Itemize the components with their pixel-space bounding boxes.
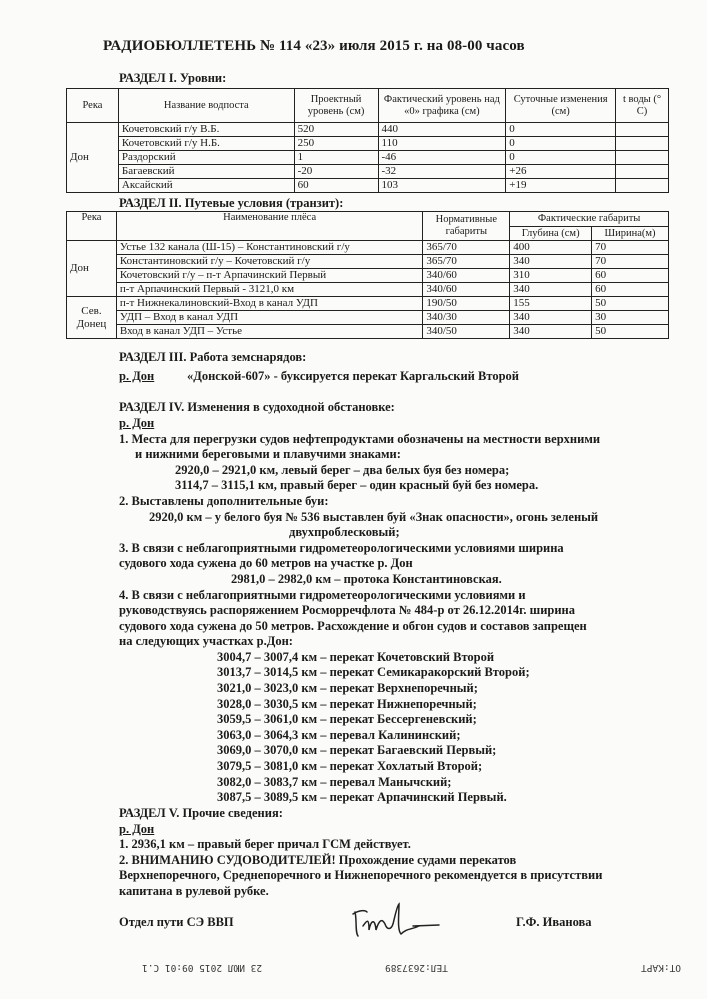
- levels-actual: -46: [378, 151, 506, 165]
- transit-row: [67, 255, 669, 269]
- levels-design: 520: [294, 123, 378, 137]
- transit-norm: 340/30: [423, 311, 510, 325]
- levels-row: [67, 151, 669, 165]
- transit-name: Устье 132 канала (Ш-15) – Константиновский г/у: [116, 241, 422, 255]
- handwritten-signature: [349, 900, 441, 942]
- restricted-section: 3004,7 – 3007,4 км – перекат Кочетовский Второй: [217, 650, 495, 664]
- section-4-river: р. Дон: [119, 416, 155, 430]
- levels-actual: 103: [378, 179, 506, 193]
- levels-row: [67, 165, 669, 179]
- section-5-heading: РАЗДЕЛ V. Прочие сведения:: [119, 806, 283, 820]
- section-4-line: 2. Выставлены дополнительные буи:: [119, 494, 329, 508]
- transit-depth: 310: [510, 269, 592, 283]
- levels-table: [66, 88, 669, 193]
- section-5-line: 1. 2936,1 км – правый берег причал ГСМ действует.: [119, 837, 411, 851]
- levels-design: 60: [294, 179, 378, 193]
- levels-col-design: Проектный уровень (см): [294, 89, 378, 123]
- section-4-line: 4. В связи с неблагоприятными гидрометеорологическими условиями и: [119, 588, 526, 602]
- transit-depth: 340: [510, 255, 592, 269]
- levels-temp: [616, 151, 669, 165]
- transit-depth: 340: [510, 325, 592, 339]
- section-4-line: судового хода сужена до 60 метров на участке р. Дон: [119, 556, 413, 570]
- section-4-line: 1. Места для перегрузки судов нефтепродуктами обозначены на местности верхними: [119, 432, 601, 446]
- restricted-section: 3087,5 – 3089,5 км – перекат Арпачинский Первый.: [217, 790, 507, 804]
- levels-row: [67, 123, 669, 137]
- transit-width: 50: [592, 325, 669, 339]
- levels-daily: 0: [506, 137, 616, 151]
- transit-row: [67, 283, 669, 297]
- restricted-section: 3063,0 – 3064,3 км – перевал Калининский;: [217, 728, 461, 742]
- transit-norm: 365/70: [423, 241, 510, 255]
- transit-name: Кочетовский г/у – п-т Арпачинский Первый: [116, 269, 422, 283]
- section-4-heading: РАЗДЕЛ IV. Изменения в судоходной обстановке:: [119, 400, 395, 414]
- transit-width: 30: [592, 311, 669, 325]
- section-5-line: капитана в рулевой рубке.: [119, 884, 269, 898]
- levels-river-cell: Дон: [67, 123, 119, 193]
- section-4-line: 2920,0 – 2921,0 км, левый берег – два белых буя без номера;: [175, 463, 510, 477]
- transit-depth: 155: [510, 297, 592, 311]
- transit-row: [67, 241, 669, 255]
- section-4-line: и нижними береговыми и плавучими знаками:: [135, 447, 401, 461]
- levels-temp: [616, 137, 669, 151]
- transit-row: [67, 325, 669, 339]
- section-4-line: 3114,7 – 3115,1 км, правый берег – один красный буй без номера.: [175, 478, 539, 492]
- transit-header-row: [67, 212, 669, 227]
- transit-river-cell: Дон: [67, 241, 117, 297]
- transit-table: [66, 211, 669, 339]
- levels-actual: 110: [378, 137, 506, 151]
- transit-name: п-т Нижнекалиновский-Вход в канал УДП: [116, 297, 422, 311]
- transit-col-fact: Фактические габариты: [510, 212, 669, 227]
- restricted-section: 3079,5 – 3081,0 км – перекат Хохлатый Второй;: [217, 759, 483, 773]
- levels-actual: 440: [378, 123, 506, 137]
- restricted-section: 3028,0 – 3030,5 км – перекат Нижнепоречный;: [217, 697, 477, 711]
- levels-col-station: Название водпоста: [118, 89, 294, 123]
- transit-col-depth: Глубина (см): [510, 227, 592, 241]
- transit-name: Константиновский г/у – Кочетовский г/у: [116, 255, 422, 269]
- levels-design: 250: [294, 137, 378, 151]
- restricted-section: 3069,0 – 3070,0 км – перекат Багаевский Первый;: [217, 743, 497, 757]
- transit-width: 60: [592, 269, 669, 283]
- section-4-line: двухпроблесковый;: [289, 525, 400, 539]
- section-3-river: р. Дон: [119, 369, 155, 383]
- levels-daily: +26: [506, 165, 616, 179]
- transit-name: п-т Арпачинский Первый - 3121,0 км: [116, 283, 422, 297]
- levels-station: Кочетовский г/у Н.Б.: [118, 137, 294, 151]
- levels-design: 1: [294, 151, 378, 165]
- levels-temp: [616, 179, 669, 193]
- levels-row: [67, 137, 669, 151]
- levels-station: Раздорский: [118, 151, 294, 165]
- section-4-line: судового хода сужена до 50 метров. Расхождение и обгон судов и составов запрещен: [119, 619, 587, 633]
- levels-daily: 0: [506, 151, 616, 165]
- transit-col-width: Ширина(м): [592, 227, 669, 241]
- transit-norm: 340/50: [423, 325, 510, 339]
- levels-col-temp: t воды (° С): [616, 89, 669, 123]
- levels-station: Аксайский: [118, 179, 294, 193]
- levels-temp: [616, 123, 669, 137]
- section-5-line: 2. ВНИМАНИЮ СУДОВОДИТЕЛЕЙ! Прохождение судами перекатов: [119, 853, 517, 867]
- transit-width: 60: [592, 283, 669, 297]
- transit-norm: 365/70: [423, 255, 510, 269]
- transit-width: 50: [592, 297, 669, 311]
- levels-daily: 0: [506, 123, 616, 137]
- transit-width: 70: [592, 241, 669, 255]
- transit-norm: 340/60: [423, 269, 510, 283]
- section-3-heading: РАЗДЕЛ III. Работа земснарядов:: [119, 350, 307, 364]
- restricted-section: 3082,0 – 3083,7 км – перевал Манычский;: [217, 775, 452, 789]
- restricted-section: 3059,5 – 3061,0 км – перекат Бессергеневский;: [217, 712, 477, 726]
- levels-actual: -32: [378, 165, 506, 179]
- levels-col-daily: Суточные изменения (см): [506, 89, 616, 123]
- section-4-line: 2981,0 – 2982,0 км – протока Константиновская.: [231, 572, 502, 586]
- section-4-line: 3. В связи с неблагоприятными гидрометеорологическими условиями ширина: [119, 541, 564, 555]
- transit-col-name: Наименование плёса: [116, 212, 422, 241]
- transit-depth: 340: [510, 311, 592, 325]
- signatory-name: Г.Ф. Иванова: [516, 915, 592, 929]
- fax-sender: ОТ:КАРТ: [641, 962, 682, 973]
- levels-station: Багаевский: [118, 165, 294, 179]
- department-label: Отдел пути СЭ ВВП: [119, 915, 234, 929]
- fax-timestamp: 23 ИЮЛ 2015 09:01 С.1: [142, 962, 263, 973]
- dredger-status: «Донской-607» - буксируется перекат Каргальский Второй: [187, 369, 519, 383]
- section-2-heading: РАЗДЕЛ II. Путевые условия (транзит):: [119, 196, 344, 210]
- transit-width: 70: [592, 255, 669, 269]
- section-4-line: руководствуясь распоряжением Росморречфлота № 484-р от 26.12.2014г. ширина: [119, 603, 576, 617]
- levels-row: [67, 179, 669, 193]
- restricted-section: 3013,7 – 3014,5 км – перекат Семикаракорский Второй;: [217, 665, 530, 679]
- transit-row: [67, 297, 669, 311]
- section-4-line: 2920,0 км – у белого буя № 536 выставлен буй «Знак опасности», огонь зеленый: [149, 510, 599, 524]
- fax-phone: ТЕЛ:2637389: [385, 962, 448, 973]
- transit-norm: 190/50: [423, 297, 510, 311]
- levels-design: -20: [294, 165, 378, 179]
- transit-name: УДП – Вход в канал УДП: [116, 311, 422, 325]
- transit-depth: 400: [510, 241, 592, 255]
- section-5-river: р. Дон: [119, 822, 155, 836]
- levels-station: Кочетовский г/у В.Б.: [118, 123, 294, 137]
- bulletin-title: РАДИОБЮЛЛЕТЕНЬ № 114 «23» июля 2015 г. на 08-00 часов: [103, 38, 525, 54]
- transit-col-norm: Нормативные габариты: [423, 212, 510, 241]
- restricted-section: 3021,0 – 3023,0 км – перекат Верхнепоречный;: [217, 681, 478, 695]
- transit-depth: 340: [510, 283, 592, 297]
- levels-daily: +19: [506, 179, 616, 193]
- transit-name: Вход в канал УДП – Устье: [116, 325, 422, 339]
- transit-river-cell: Сев. Донец: [67, 297, 117, 339]
- levels-col-actual: Фактический уровень над «0» графика (см): [378, 89, 506, 123]
- transit-norm: 340/60: [423, 283, 510, 297]
- levels-temp: [616, 165, 669, 179]
- transit-col-river: Река: [67, 212, 117, 241]
- transit-row: [67, 269, 669, 283]
- section-1-heading: РАЗДЕЛ I. Уровни:: [119, 71, 227, 85]
- levels-header-row: [67, 89, 669, 123]
- transit-row: [67, 311, 669, 325]
- levels-col-river: Река: [67, 89, 119, 123]
- section-4-line: на следующих участках р.Дон:: [119, 634, 293, 648]
- section-5-line: Верхнепоречного, Среднепоречного и Нижнепоречного рекомендуется в присутствии: [119, 868, 603, 882]
